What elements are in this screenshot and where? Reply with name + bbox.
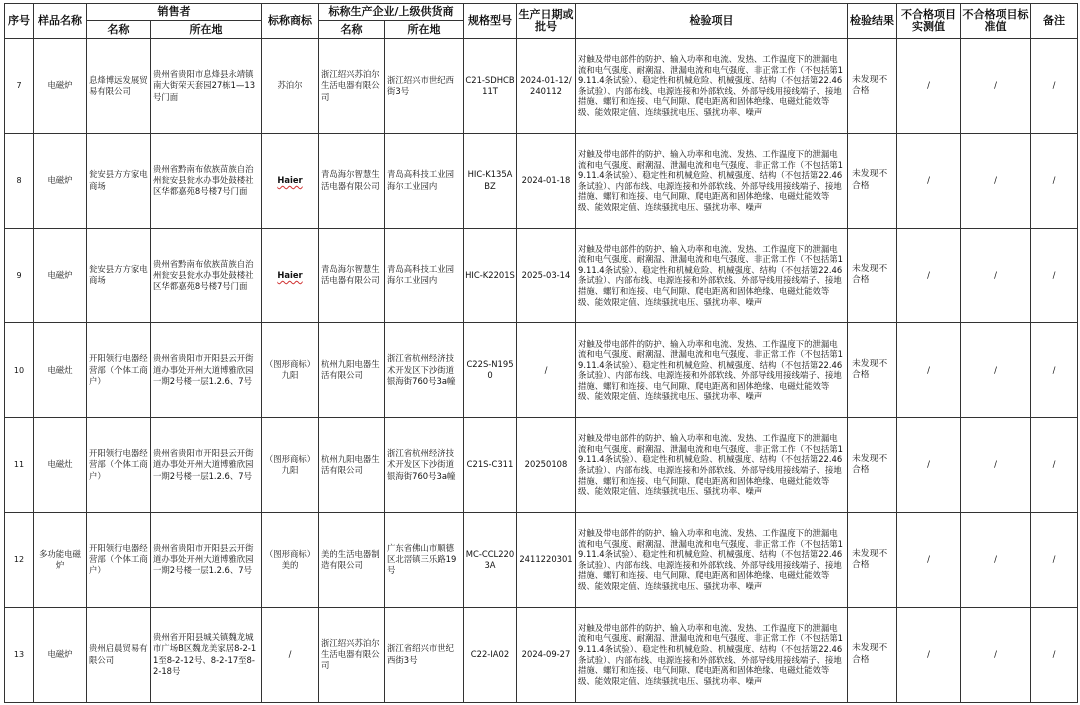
table-row <box>5 133 1078 228</box>
cell-seller-name: 贵州启晨贸易有限公司 <box>87 607 151 702</box>
cell-product: 电磁炉 <box>34 133 87 228</box>
cell-date: 20250108 <box>517 418 576 513</box>
cell-date: 2025-03-14 <box>517 228 576 323</box>
cell-brand: （图形商标）九阳 <box>262 418 319 513</box>
cell-standard: / <box>961 39 1031 134</box>
cell-mfr-address: 浙江省杭州经济技术开发区下沙街道银海街760号3a幢 <box>385 418 464 513</box>
cell-brand: （图形商标）美的 <box>262 512 319 607</box>
cell-remark: / <box>1031 39 1078 134</box>
cell-measured: / <box>897 323 961 418</box>
cell-standard: / <box>961 607 1031 702</box>
header-measured: 不合格项目实测值 <box>897 4 961 39</box>
header-mfr-address: 所在地 <box>385 21 464 39</box>
cell-result: 未发现不合格 <box>848 228 897 323</box>
cell-mfr-name: 青岛海尔智慧生活电器有限公司 <box>319 228 385 323</box>
cell-seq: 13 <box>5 607 34 702</box>
cell-measured: / <box>897 133 961 228</box>
cell-remark: / <box>1031 418 1078 513</box>
cell-model: C21S-C311 <box>464 418 517 513</box>
cell-mfr-address: 浙江省绍兴市世纪西街3号 <box>385 607 464 702</box>
header-seller-name: 名称 <box>87 21 151 39</box>
cell-result: 未发现不合格 <box>848 607 897 702</box>
cell-seller-address: 贵州省贵阳市开阳县云开街道办事处开州大道博雅欣园一期2号楼一层1.2.6、7号 <box>151 323 262 418</box>
cell-seller-name: 开阳领行电器经营部（个体工商户） <box>87 323 151 418</box>
cell-product: 电磁炉 <box>34 607 87 702</box>
cell-seller-name: 开阳领行电器经营部（个体工商户） <box>87 512 151 607</box>
cell-measured: / <box>897 607 961 702</box>
cell-mfr-name: 青岛海尔智慧生活电器有限公司 <box>319 133 385 228</box>
cell-seller-address: 贵州省贵阳市息烽县永靖镇南大街荣天套园27栋1—13号门面 <box>151 39 262 134</box>
header-date: 生产日期或批号 <box>517 4 576 39</box>
header-brand: 标称商标 <box>262 4 319 39</box>
header-mfr-name: 名称 <box>319 21 385 39</box>
brand-logo-text: Haier <box>277 175 303 186</box>
cell-date: 2411220301 <box>517 512 576 607</box>
cell-seller-address: 贵州省贵阳市开阳县云开街道办事处开州大道博雅欣园一期2号楼一层1.2.6、7号 <box>151 512 262 607</box>
cell-standard: / <box>961 323 1031 418</box>
cell-seller-address: 贵州省黔南布依族苗族自治州瓮安县瓮水办事处鼓楼社区华都嘉苑8号楼7号门面 <box>151 133 262 228</box>
table-row <box>5 323 1078 418</box>
cell-brand <box>262 133 319 228</box>
table-row <box>5 512 1078 607</box>
table-row <box>5 418 1078 513</box>
cell-standard: / <box>961 133 1031 228</box>
cell-items: 对触及带电部件的防护、输入功率和电流、发热、工作温度下的泄漏电流和电气强度、耐潮湿、泄漏电流和电气强度、非正常工作（不包括第19.11.4条试验）、稳定性和机械危险、机械强度、结构（不包括第22.46条试验）、内部布线、电源连接和外部软线、外部导线用接线端子、接地措施、螺钉和连接、电气间隙、爬电距离和固体绝缘、电磁灶能效等级、能效限定值、连续骚扰电压、骚扰功率、噪声 <box>576 323 848 418</box>
cell-remark: / <box>1031 133 1078 228</box>
cell-items: 对触及带电部件的防护、输入功率和电流、发热、工作温度下的泄漏电流和电气强度、耐潮湿、泄漏电流和电气强度、非正常工作（不包括第19.11.4条试验）、稳定性和机械危险、机械强度、结构（不包括第22.46条试验）、内部布线、电源连接和外部软线、外部导线用接线端子、接地措施、螺钉和连接、电气间隙、爬电距离和固体绝缘、电磁灶能效等级、能效限定值、连续骚扰电压、骚扰功率、噪声 <box>576 607 848 702</box>
table-body <box>5 39 1078 703</box>
cell-date: 2024-01-12/240112 <box>517 39 576 134</box>
cell-date: 2024-01-18 <box>517 133 576 228</box>
header-result: 检验结果 <box>848 4 897 39</box>
table-row <box>5 607 1078 702</box>
cell-seller-name: 瓮安县方方家电商场 <box>87 228 151 323</box>
cell-model: C22-IA02 <box>464 607 517 702</box>
cell-brand <box>262 228 319 323</box>
cell-product: 多功能电磁炉 <box>34 512 87 607</box>
cell-mfr-name: 美的生活电器制造有限公司 <box>319 512 385 607</box>
cell-mfr-name: 杭州九阳电器生活有限公司 <box>319 323 385 418</box>
cell-seq: 9 <box>5 228 34 323</box>
cell-mfr-name: 浙江绍兴苏泊尔生活电器有限公司 <box>319 39 385 134</box>
cell-seq: 11 <box>5 418 34 513</box>
cell-result: 未发现不合格 <box>848 39 897 134</box>
cell-items: 对触及带电部件的防护、输入功率和电流、发热、工作温度下的泄漏电流和电气强度、耐潮湿、泄漏电流和电气强度、非正常工作（不包括第19.11.4条试验）、稳定性和机械危险、机械强度、结构（不包括第22.46条试验）、内部布线、电源连接和外部软线、外部导线用接线端子、接地措施、螺钉和连接、电气间隙、爬电距离和固体绝缘、电磁灶能效等级、能效限定值、连续骚扰电压、骚扰功率、噪声 <box>576 39 848 134</box>
cell-brand: / <box>262 607 319 702</box>
cell-items: 对触及带电部件的防护、输入功率和电流、发热、工作温度下的泄漏电流和电气强度、耐潮湿、泄漏电流和电气强度、非正常工作（不包括第19.11.4条试验）、稳定性和机械危险、机械强度、结构（不包括第22.46条试验）、内部布线、电源连接和外部软线、外部导线用接线端子、接地措施、螺钉和连接、电气间隙、爬电距离和固体绝缘、电磁灶能效等级、能效限定值、连续骚扰电压、骚扰功率、噪声 <box>576 418 848 513</box>
cell-mfr-address: 青岛高科技工业园海尔工业园内 <box>385 133 464 228</box>
cell-product: 电磁灶 <box>34 323 87 418</box>
cell-product: 电磁炉 <box>34 228 87 323</box>
cell-date: / <box>517 323 576 418</box>
cell-date: 2024-09-27 <box>517 607 576 702</box>
cell-result: 未发现不合格 <box>848 418 897 513</box>
cell-mfr-name: 杭州九阳电器生活有限公司 <box>319 418 385 513</box>
header-standard: 不合格项目标准值 <box>961 4 1031 39</box>
cell-measured: / <box>897 228 961 323</box>
cell-standard: / <box>961 512 1031 607</box>
cell-seller-name: 息烽博远发展贸易有限公司 <box>87 39 151 134</box>
cell-result: 未发现不合格 <box>848 133 897 228</box>
cell-remark: / <box>1031 512 1078 607</box>
cell-product: 电磁炉 <box>34 39 87 134</box>
cell-model: HIC-K135ABZ <box>464 133 517 228</box>
cell-model: C21-SDHCB11T <box>464 39 517 134</box>
cell-seq: 12 <box>5 512 34 607</box>
cell-seller-address: 贵州省黔南布依族苗族自治州瓮安县瓮水办事处鼓楼社区华都嘉苑8号楼7号门面 <box>151 228 262 323</box>
cell-mfr-address: 青岛高科技工业园海尔工业园内 <box>385 228 464 323</box>
header-items: 检验项目 <box>576 4 848 39</box>
cell-model: C22S-N1950 <box>464 323 517 418</box>
header-model: 规格型号 <box>464 4 517 39</box>
cell-items: 对触及带电部件的防护、输入功率和电流、发热、工作温度下的泄漏电流和电气强度、耐潮湿、泄漏电流和电气强度、非正常工作（不包括第19.11.4条试验）、稳定性和机械危险、机械强度、结构（不包括第22.46条试验）、内部布线、电源连接和外部软线、外部导线用接线端子、接地措施、螺钉和连接、电气间隙、爬电距离和固体绝缘、电磁灶能效等级、能效限定值、连续骚扰电压、骚扰功率、噪声 <box>576 512 848 607</box>
header-seq: 序号 <box>5 4 34 39</box>
cell-seller-address: 贵州省贵阳市开阳县云开街道办事处开州大道博雅欣园一期2号楼一层1.2.6、7号 <box>151 418 262 513</box>
cell-items: 对触及带电部件的防护、输入功率和电流、发热、工作温度下的泄漏电流和电气强度、耐潮湿、泄漏电流和电气强度、非正常工作（不包括第19.11.4条试验）、稳定性和机械危险、机械强度、结构（不包括第22.46条试验）、内部布线、电源连接和外部软线、外部导线用接线端子、接地措施、螺钉和连接、电气间隙、爬电距离和固体绝缘、电磁灶能效等级、能效限定值、连续骚扰电压、骚扰功率、噪声 <box>576 228 848 323</box>
cell-mfr-address: 浙江省杭州经济技术开发区下沙街道银海街760号3a幢 <box>385 323 464 418</box>
cell-seller-address: 贵州省开阳县城关镇魏龙城市广场B区魏龙美家居8-2-11至8-2-12号、8-2-17至8-2-18号 <box>151 607 262 702</box>
cell-brand: （图形商标）九阳 <box>262 323 319 418</box>
cell-standard: / <box>961 418 1031 513</box>
cell-mfr-name: 浙江绍兴苏泊尔生活电器有限公司 <box>319 607 385 702</box>
header-manufacturer: 标称生产企业/上级供货商 <box>319 4 464 21</box>
cell-seq: 8 <box>5 133 34 228</box>
header-remark: 备注 <box>1031 4 1078 39</box>
brand-logo-text: Haier <box>277 269 303 280</box>
table-row <box>5 228 1078 323</box>
cell-standard: / <box>961 228 1031 323</box>
cell-model: HIC-K2201S <box>464 228 517 323</box>
cell-result: 未发现不合格 <box>848 512 897 607</box>
cell-mfr-address: 浙江绍兴市世纪西街3号 <box>385 39 464 134</box>
cell-measured: / <box>897 512 961 607</box>
cell-seq: 7 <box>5 39 34 134</box>
cell-product: 电磁灶 <box>34 418 87 513</box>
cell-model: MC-CCL2203A <box>464 512 517 607</box>
header-seller-address: 所在地 <box>151 21 262 39</box>
header-product-name: 样品名称 <box>34 4 87 39</box>
cell-measured: / <box>897 418 961 513</box>
cell-brand: 苏泊尔 <box>262 39 319 134</box>
cell-seller-name: 开阳领行电器经营部（个体工商户） <box>87 418 151 513</box>
cell-remark: / <box>1031 228 1078 323</box>
cell-seq: 10 <box>5 323 34 418</box>
cell-remark: / <box>1031 607 1078 702</box>
header-seller: 销售者 <box>87 4 262 21</box>
table-row <box>5 39 1078 134</box>
inspection-results-table <box>4 3 1078 703</box>
table-header <box>5 4 1078 39</box>
cell-measured: / <box>897 39 961 134</box>
cell-mfr-address: 广东省佛山市顺德区北滘镇三乐路19号 <box>385 512 464 607</box>
cell-remark: / <box>1031 323 1078 418</box>
cell-items: 对触及带电部件的防护、输入功率和电流、发热、工作温度下的泄漏电流和电气强度、耐潮湿、泄漏电流和电气强度、非正常工作（不包括第19.11.4条试验）、稳定性和机械危险、机械强度、结构（不包括第22.46条试验）、内部布线、电源连接和外部软线、外部导线用接线端子、接地措施、螺钉和连接、电气间隙、爬电距离和固体绝缘、电磁灶能效等级、能效限定值、连续骚扰电压、骚扰功率、噪声 <box>576 133 848 228</box>
inspection-table-container <box>4 3 1077 703</box>
cell-result: 未发现不合格 <box>848 323 897 418</box>
cell-seller-name: 瓮安县方方家电商场 <box>87 133 151 228</box>
